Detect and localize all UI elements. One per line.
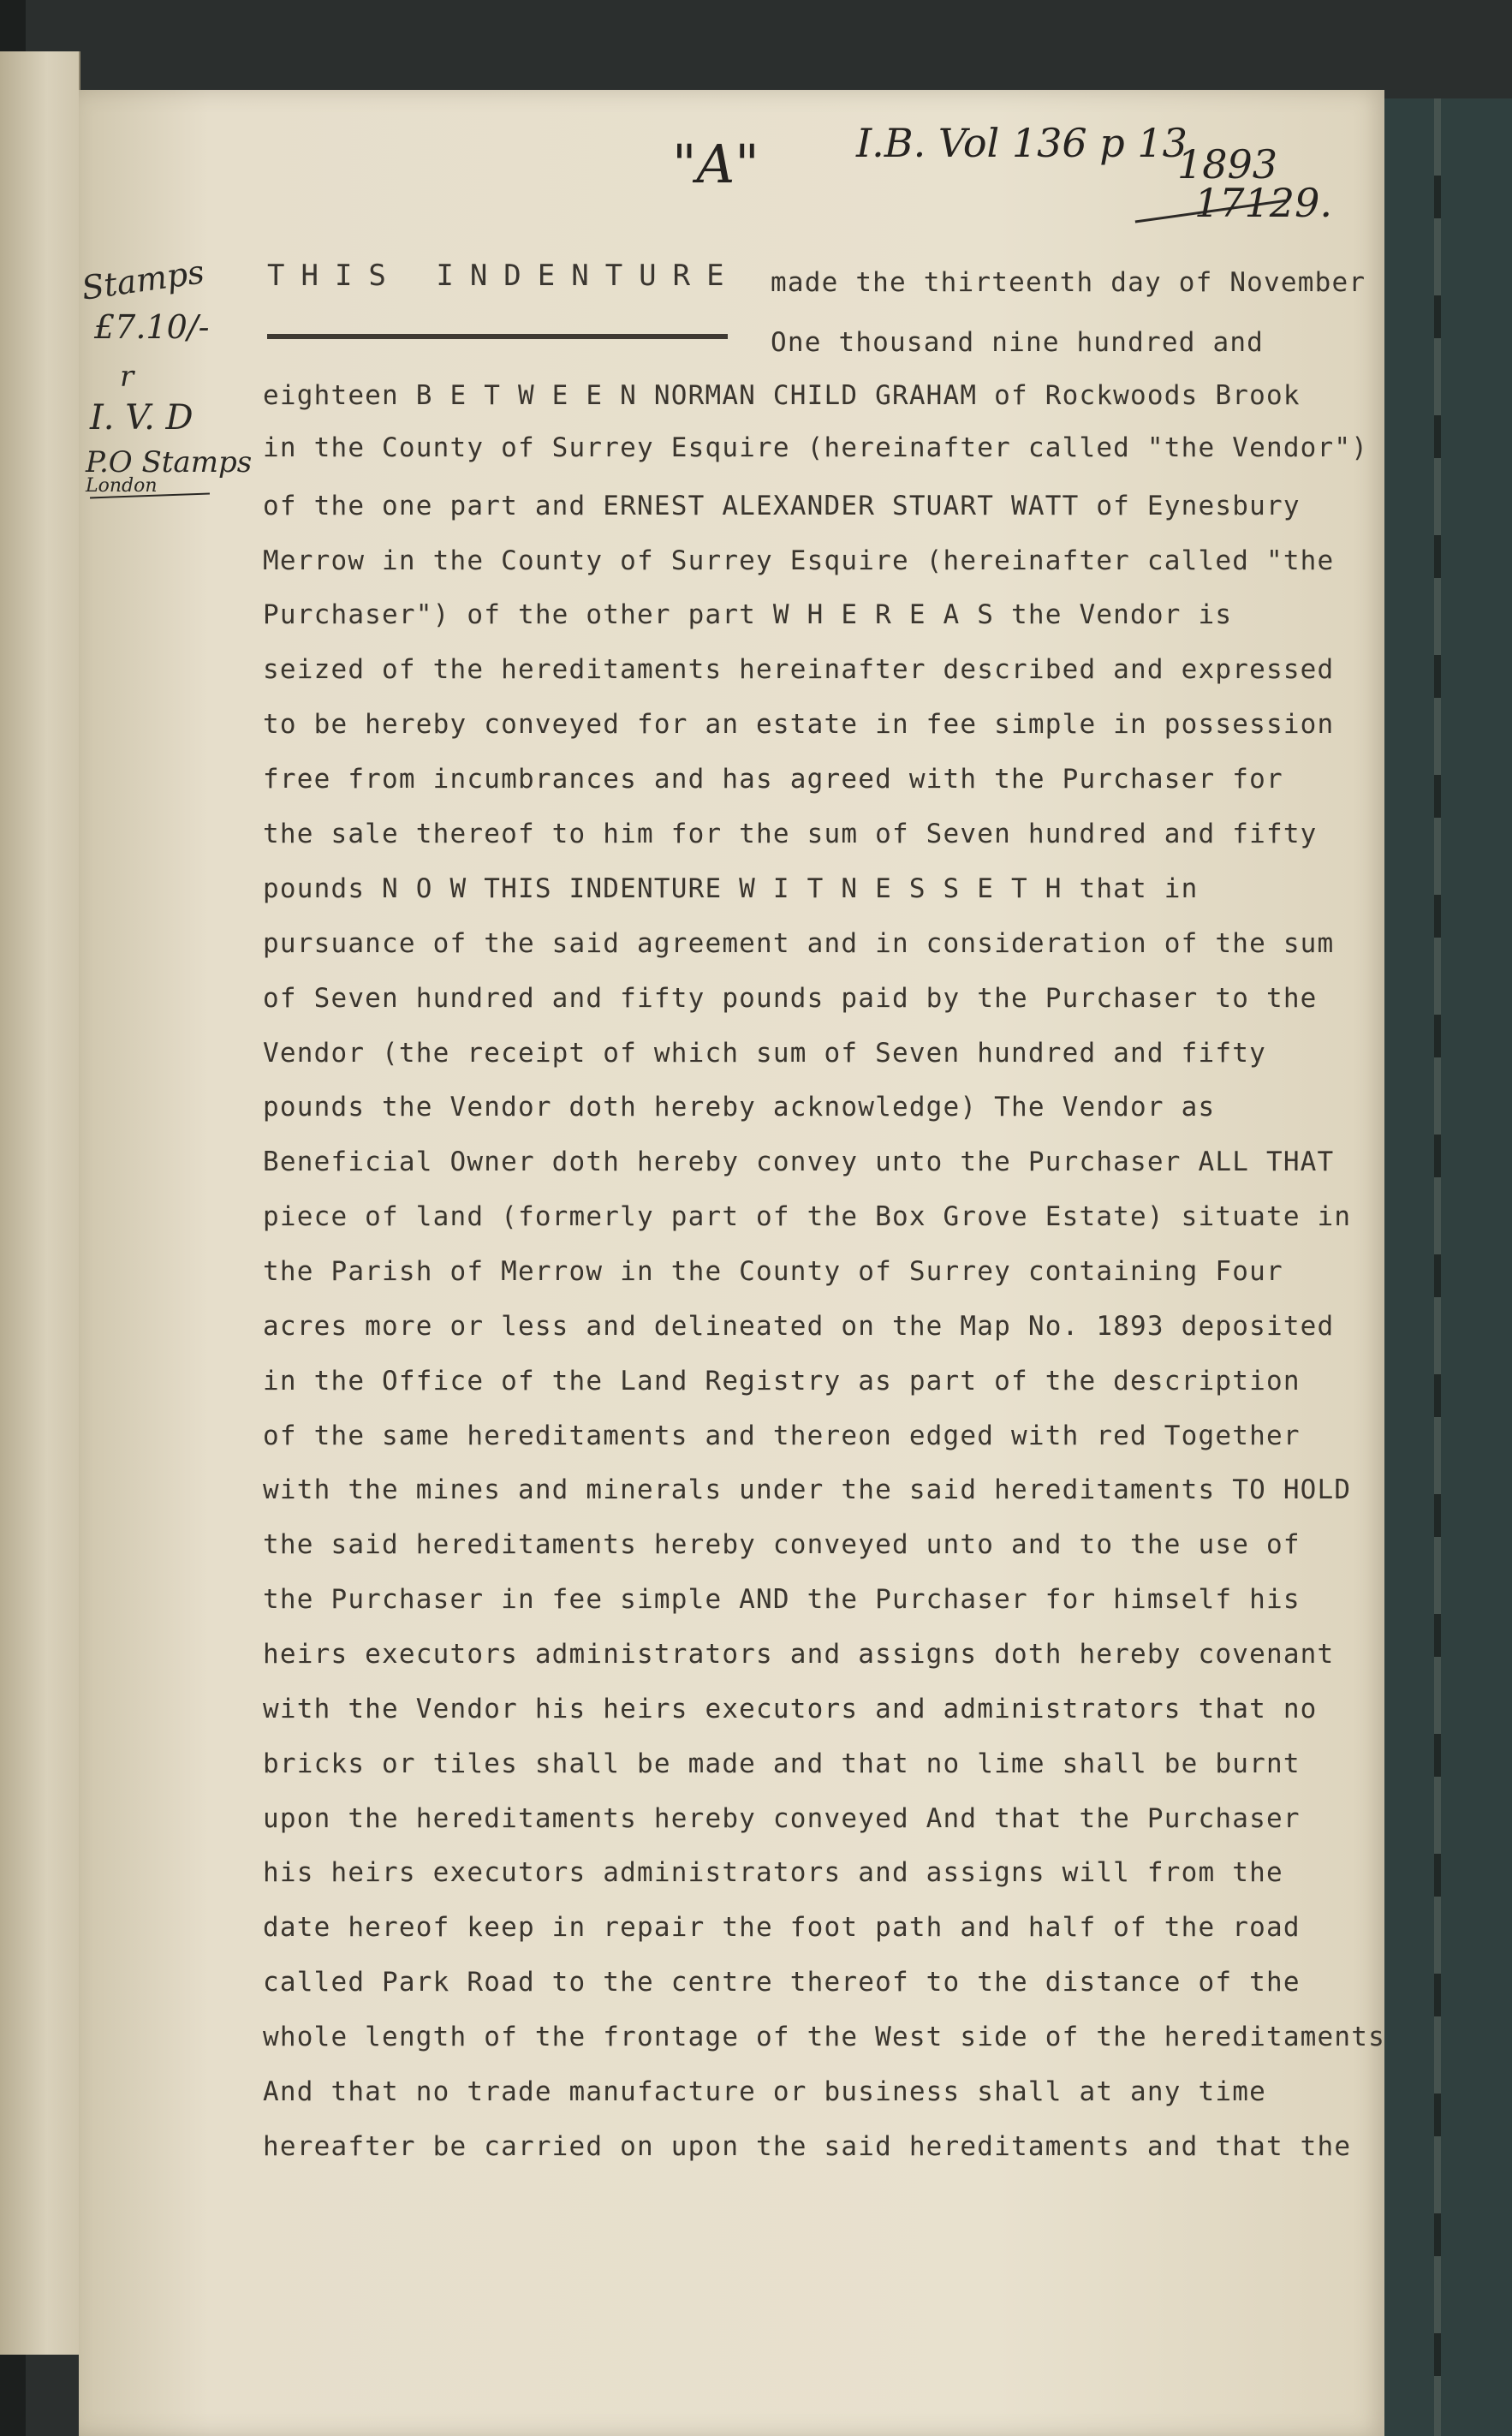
text-line: called Park Road to the centre thereof to the distance of the (263, 1967, 1301, 1998)
volume-reference: I.B. Vol 136 p 13 (856, 120, 1188, 166)
title-mark: "A" (672, 133, 759, 195)
text-line: Beneficial Owner doth hereby convey unto the Purchaser ALL THAT (263, 1147, 1335, 1177)
text-line: of the same hereditaments and thereon edged with red Together (263, 1421, 1301, 1451)
text-line: acres more or less and delineated on the Map No. 1893 deposited (263, 1311, 1335, 1342)
text-line: date hereof keep in repair the foot path and half of the road (263, 1912, 1301, 1943)
text-line: of Seven hundred and fifty pounds paid by the Purchaser to the (263, 983, 1318, 1014)
book-cover (1384, 98, 1512, 2436)
margin-note-mark: r (120, 360, 134, 394)
text-line: pursuance of the said agreement and in consideration of the sum (263, 928, 1335, 959)
text-line: the Parish of Merrow in the County of Surrey containing Four (263, 1256, 1283, 1287)
text-line: of the one part and ERNEST ALEXANDER STUART WATT of Eynesbury (263, 491, 1301, 521)
text-line: piece of land (formerly part of the Box Grove Estate) situate in (263, 1201, 1352, 1232)
text-line: the Purchaser in fee simple AND the Purchaser for himself his (263, 1584, 1301, 1615)
margin-note-initials: I. V. D (90, 398, 193, 438)
text-line: the sale thereof to him for the sum of Seven hundred and fifty (263, 819, 1318, 849)
text-line: his heirs executors administrators and assigns will from the (263, 1857, 1283, 1888)
text-line: with the mines and minerals under the said hereditaments TO HOLD (263, 1474, 1352, 1505)
text-line: Purchaser") of the other part W H E R E A S the Vendor is (263, 599, 1233, 630)
text-line: free from incumbrances and has agreed with the Purchaser for (263, 764, 1283, 795)
text-line: whole length of the frontage of the West side of the hereditaments (263, 2022, 1385, 2052)
margin-note-po-stamps: P.O Stamps (86, 445, 253, 479)
text-line: One thousand nine hundred and (771, 327, 1265, 358)
text-line: the said hereditaments hereby conveyed unto and to the use of (263, 1529, 1301, 1560)
text-line: made the thirteenth day of November (771, 267, 1366, 298)
text-line: in the County of Surrey Esquire (hereinafter called "the Vendor") (263, 432, 1369, 463)
cover-stitching (1434, 98, 1441, 2436)
text-line: Vendor (the receipt of which sum of Seven hundred and fifty (263, 1038, 1266, 1069)
reference-number: 17129. (1194, 180, 1332, 226)
text-line: in the Office of the Land Registry as part of the description (263, 1366, 1301, 1397)
text-line: seized of the hereditaments hereinafter described and expressed (263, 654, 1335, 685)
text-line: eighteen B E T W E E N NORMAN CHILD GRAHAM of Rockwoods Brook (263, 380, 1301, 411)
margin-note-stamps: Stamps (79, 253, 207, 307)
indenture-heading: THIS INDENTURE (267, 259, 741, 293)
text-line: And that no trade manufacture or business shall at any time (263, 2076, 1266, 2107)
text-line: hereafter be carried on upon the said hereditaments and that the (263, 2131, 1352, 2162)
text-line: pounds N O W THIS INDENTURE W I T N E S S E T H that in (263, 873, 1199, 904)
text-line: bricks or tiles shall be made and that no lime shall be burnt (263, 1748, 1301, 1779)
margin-note-amount: £7.10/- (94, 308, 210, 346)
text-line: Merrow in the County of Surrey Esquire (hereinafter called "the (263, 545, 1335, 576)
heading-underline (267, 334, 728, 339)
year-note: 1893 (1177, 141, 1278, 188)
text-line: heirs executors administrators and assigns doth hereby covenant (263, 1639, 1335, 1670)
text-line: upon the hereditaments hereby conveyed And that the Purchaser (263, 1803, 1301, 1834)
facing-page-edge (0, 51, 80, 2355)
text-line: pounds the Vendor doth hereby acknowledge) The Vendor as (263, 1092, 1216, 1123)
text-line: to be hereby conveyed for an estate in fee simple in possession (263, 709, 1335, 740)
margin-note-place: London (86, 475, 158, 497)
text-line: with the Vendor his heirs executors and administrators that no (263, 1694, 1318, 1724)
